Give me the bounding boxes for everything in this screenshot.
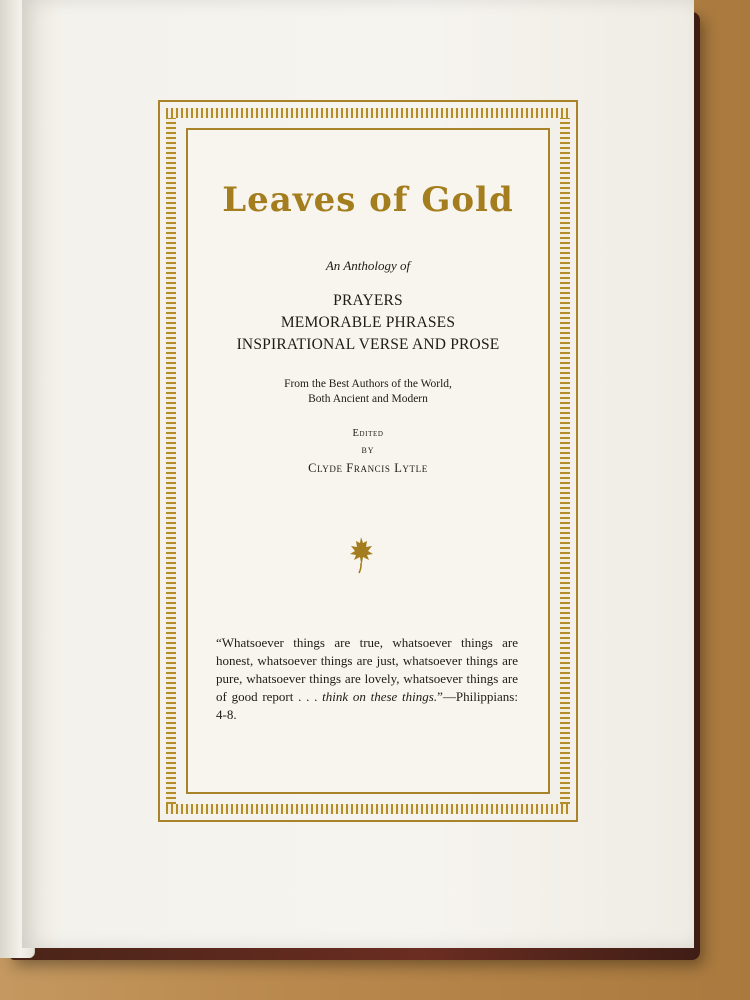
source-line: Both Ancient and Modern <box>308 393 428 405</box>
quote-text: “Whatsoever things are true, whatsoever things are honest, whatsoever things are just, whatsoever things are pure, whatsoever things are lovely, whatsoever things are of good report . . . <box>216 635 518 704</box>
topic-item: MEMORABLE PHRASES <box>280 314 456 331</box>
topics-list <box>188 290 548 356</box>
by-label: BY <box>361 446 375 455</box>
source-line: From the Best Authors of the World, <box>284 378 452 390</box>
maple-leaf-icon <box>348 536 374 574</box>
scripture-quote <box>216 634 518 724</box>
book-title: Leaves of Gold <box>222 180 514 220</box>
editor-name: Clyde Francis Lytle <box>308 461 428 475</box>
source-note <box>188 377 548 407</box>
topic-item: INSPIRATIONAL VERSE AND PROSE <box>236 336 500 353</box>
title-page-content <box>188 130 548 792</box>
quote-emphasis: think on these things. <box>322 689 438 704</box>
quote-attribution: ”—Philippians: 4-8. <box>216 689 518 722</box>
edited-label: Edited <box>352 428 384 439</box>
topic-item: PRAYERS <box>333 292 403 309</box>
book-subtitle: An Anthology of <box>325 258 411 273</box>
